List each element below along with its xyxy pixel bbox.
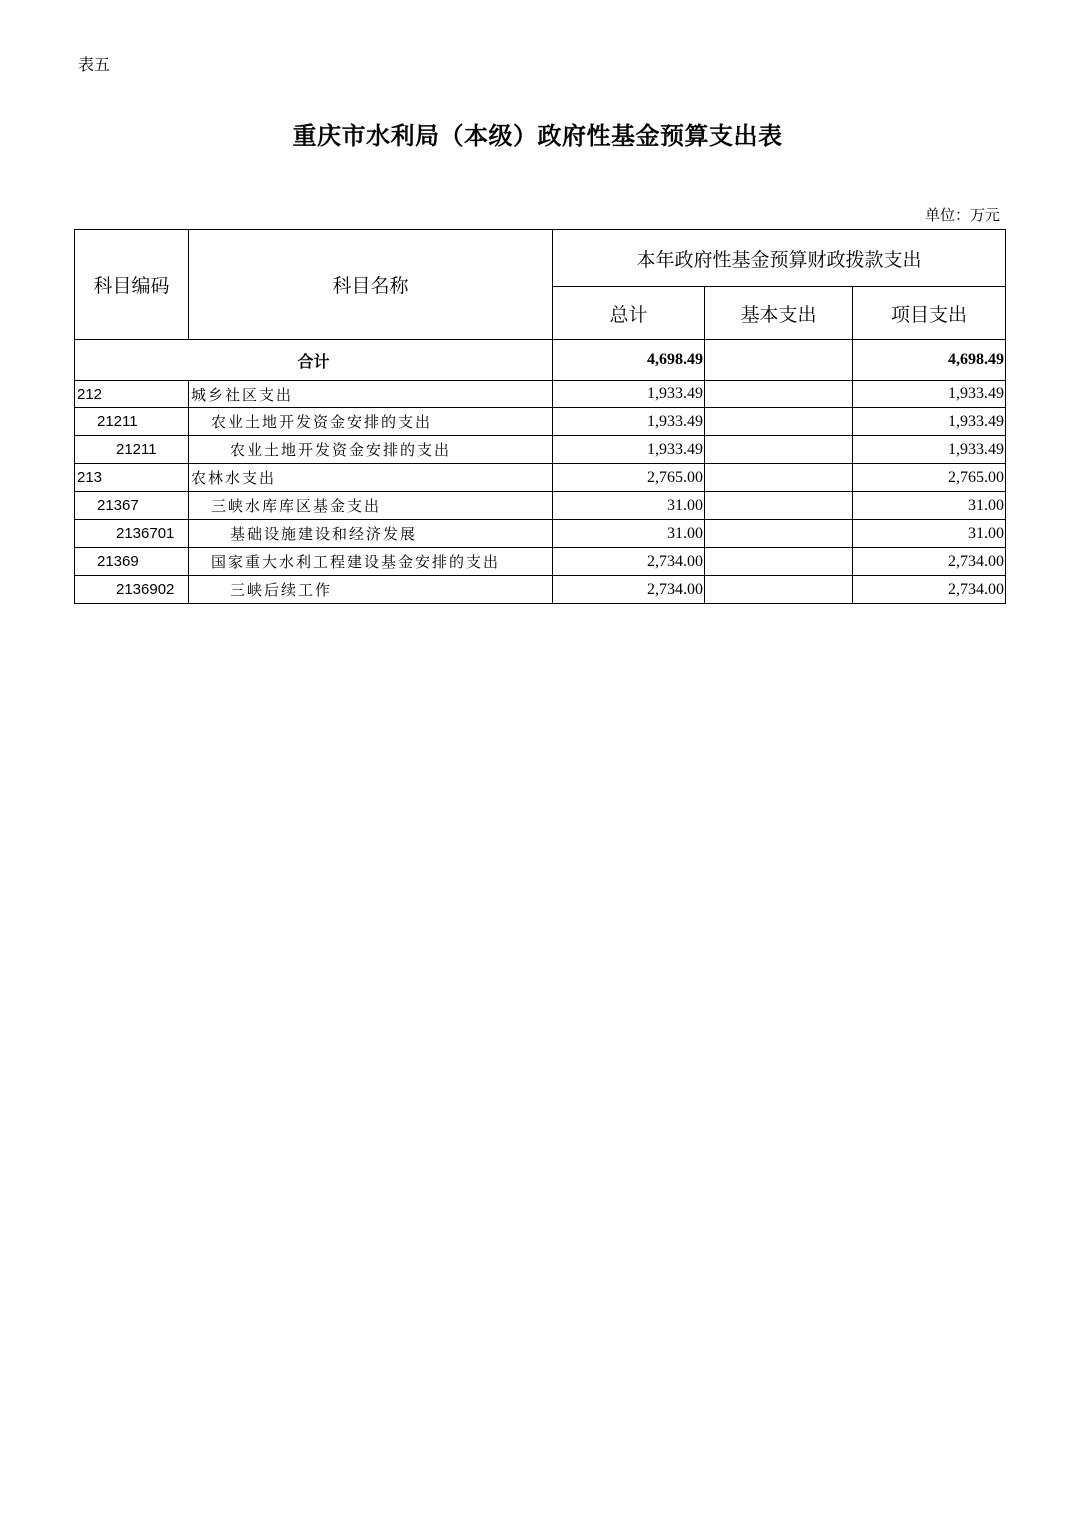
- row-project: 2,765.00: [853, 464, 1006, 492]
- unit-label: 单位：万元: [924, 206, 1000, 224]
- row-basic: [705, 381, 853, 408]
- row-project: 1,933.49: [853, 436, 1006, 464]
- row-code: 212: [75, 381, 189, 408]
- summary-basic: [705, 340, 853, 381]
- row-name: 城乡社区支出: [189, 381, 553, 408]
- col-header-basic: 基本支出: [705, 287, 853, 340]
- table-row: [75, 408, 1006, 436]
- col-header-group: 本年政府性基金预算财政拨款支出: [553, 230, 1006, 287]
- row-project: 31.00: [853, 520, 1006, 548]
- row-code: 21367: [75, 492, 189, 520]
- table-row: [75, 464, 1006, 492]
- table-row: [75, 576, 1006, 604]
- row-basic: [705, 520, 853, 548]
- row-code: 21369: [75, 548, 189, 576]
- col-header-project: 项目支出: [853, 287, 1006, 340]
- row-total: 2,734.00: [553, 548, 705, 576]
- row-total: 2,765.00: [553, 464, 705, 492]
- row-basic: [705, 436, 853, 464]
- row-name: 农林水支出: [189, 464, 553, 492]
- row-name: 三峡水库库区基金支出: [189, 492, 553, 520]
- row-project: 1,933.49: [853, 381, 1006, 408]
- row-project: 31.00: [853, 492, 1006, 520]
- row-basic: [705, 548, 853, 576]
- col-header-code: 科目编码: [75, 230, 189, 340]
- table-row: [75, 520, 1006, 548]
- summary-row: [75, 340, 1006, 381]
- row-total: 31.00: [553, 492, 705, 520]
- row-project: 2,734.00: [853, 576, 1006, 604]
- summary-total: 4,698.49: [553, 340, 705, 381]
- row-name: 农业土地开发资金安排的支出: [189, 408, 553, 436]
- table-row: [75, 381, 1006, 408]
- row-project: 2,734.00: [853, 548, 1006, 576]
- row-name: 三峡后续工作: [189, 576, 553, 604]
- page-title: 重庆市水利局（本级）政府性基金预算支出表: [292, 121, 783, 150]
- row-basic: [705, 408, 853, 436]
- row-total: 31.00: [553, 520, 705, 548]
- table-row: [75, 436, 1006, 464]
- row-code: 213: [75, 464, 189, 492]
- row-name: 农业土地开发资金安排的支出: [189, 436, 553, 464]
- row-project: 1,933.49: [853, 408, 1006, 436]
- row-name: 基础设施建设和经济发展: [189, 520, 553, 548]
- row-total: 1,933.49: [553, 436, 705, 464]
- summary-project: 4,698.49: [853, 340, 1006, 381]
- row-basic: [705, 492, 853, 520]
- row-total: 1,933.49: [553, 381, 705, 408]
- table-row: [75, 492, 1006, 520]
- col-header-total: 总计: [553, 287, 705, 340]
- row-total: 1,933.49: [553, 408, 705, 436]
- row-basic: [705, 576, 853, 604]
- row-code: 2136902: [75, 576, 189, 604]
- row-code: 21211: [75, 408, 189, 436]
- row-code: 2136701: [75, 520, 189, 548]
- table-row: [75, 548, 1006, 576]
- row-name: 国家重大水利工程建设基金安排的支出: [189, 548, 553, 576]
- table-number: 表五: [78, 55, 111, 74]
- header-row-1: [75, 230, 1006, 287]
- row-basic: [705, 464, 853, 492]
- row-code: 21211: [75, 436, 189, 464]
- col-header-name: 科目名称: [189, 230, 553, 340]
- budget-table: [74, 229, 1006, 604]
- row-total: 2,734.00: [553, 576, 705, 604]
- summary-label: 合计: [75, 340, 553, 381]
